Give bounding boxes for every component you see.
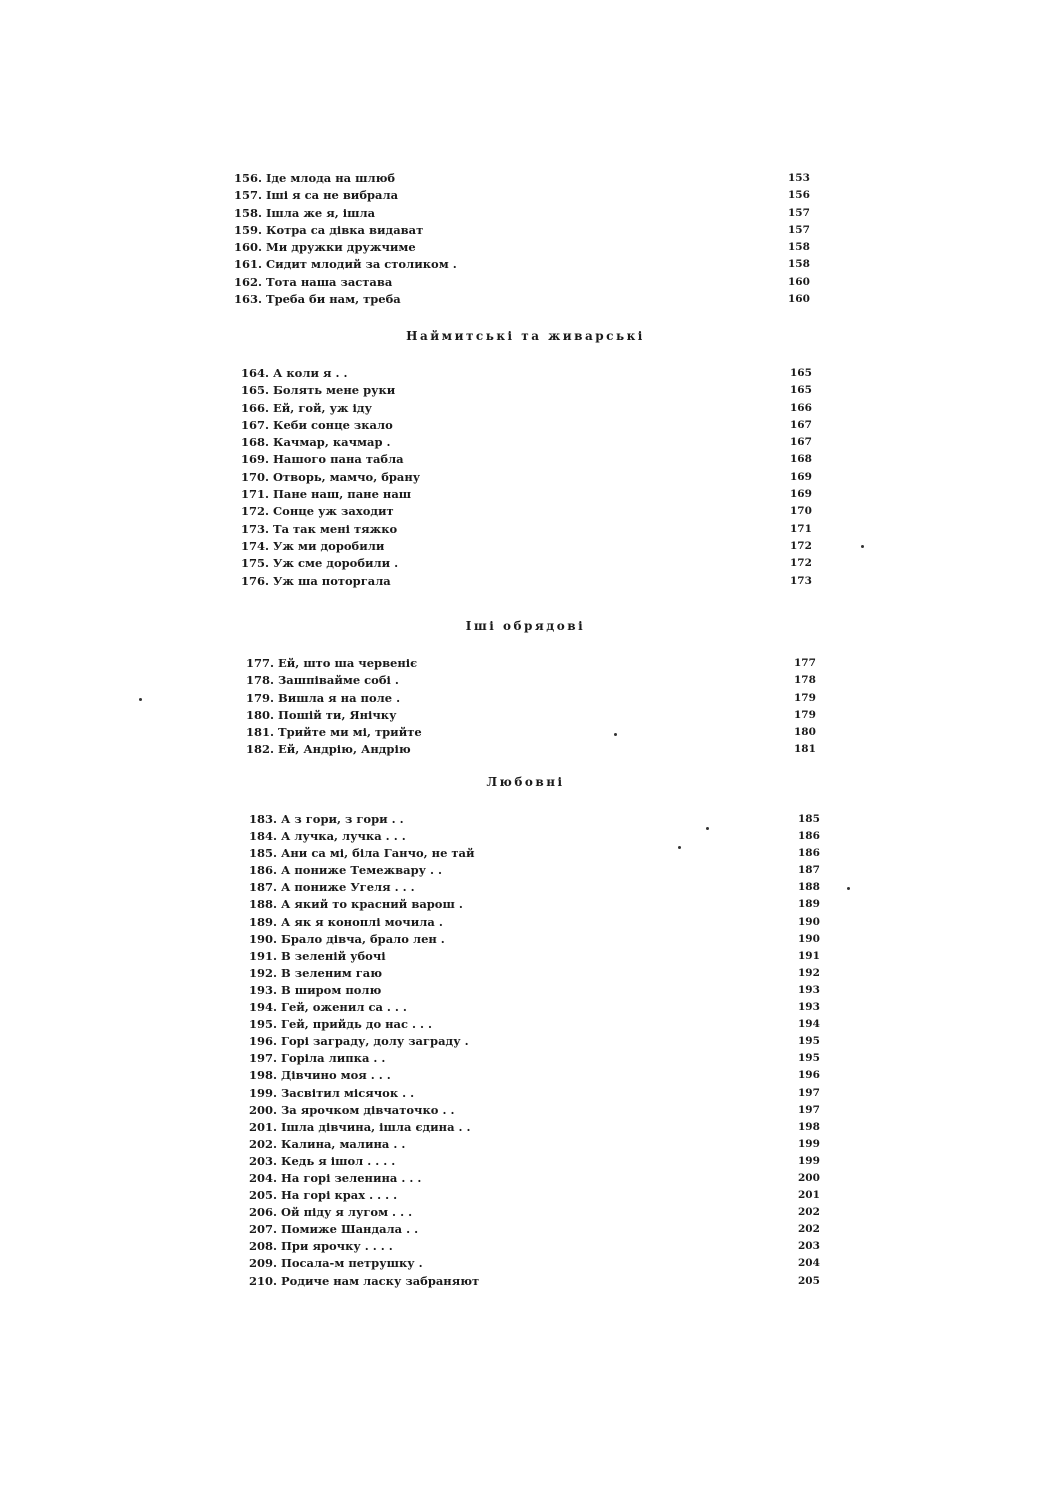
toc-entry xyxy=(0,1187,1051,1204)
toc-entry-page-number: 169 xyxy=(790,488,812,501)
toc-entry-title: 158. Ішла же я, ішла xyxy=(234,205,376,220)
toc-entry-title: 180. Пошій ти, Янічку xyxy=(246,707,397,722)
toc-entry xyxy=(0,828,1051,845)
toc-entry xyxy=(0,1119,1051,1136)
toc-entry xyxy=(0,914,1051,931)
toc-entry xyxy=(0,1170,1051,1187)
toc-entry xyxy=(0,965,1051,982)
toc-entry xyxy=(0,1255,1051,1272)
toc-entry-title: 166. Ей, гой, уж іду xyxy=(241,400,372,415)
toc-entry-title: 170. Отворь, мамчо, брану xyxy=(241,469,421,484)
toc-entry-title: 202. Калина, малина . . xyxy=(249,1136,406,1151)
toc-entry xyxy=(0,451,1051,468)
toc-list xyxy=(0,655,1051,759)
toc-entry-page-number: 195 xyxy=(798,1035,820,1048)
toc-entry-title: 161. Сидит млодий за столиком . xyxy=(234,257,457,272)
toc-entry xyxy=(0,382,1051,399)
toc-entry-page-number: 199 xyxy=(798,1137,820,1150)
toc-entry xyxy=(0,999,1051,1016)
toc-entry xyxy=(0,1221,1051,1238)
toc-entry xyxy=(0,538,1051,555)
toc-entry-page-number: 166 xyxy=(790,401,812,414)
toc-entry-page-number: 178 xyxy=(794,674,816,687)
toc-entry-title: 172. Сонце уж заходит xyxy=(241,504,394,519)
toc-entry-title: 188. А який то красний варош . xyxy=(249,897,463,912)
toc-entry-page-number: 160 xyxy=(788,293,810,306)
toc-entry-title: 193. В широм полю xyxy=(249,982,382,997)
toc-entry xyxy=(0,521,1051,538)
toc-entry xyxy=(0,274,1051,291)
toc-entry-title: 171. Пане наш, пане наш xyxy=(241,487,412,502)
scan-speck xyxy=(139,698,142,701)
toc-entry-title: 157. Іші я са не вибрала xyxy=(234,188,399,203)
section-heading: Любовні xyxy=(486,775,565,789)
toc-entry xyxy=(0,741,1051,758)
toc-list xyxy=(0,170,1051,308)
toc-entry-title: 185. Ани са мі, біла Ганчо, не тай xyxy=(249,846,475,861)
toc-entry-title: 189. А як я коноплі мочила . xyxy=(249,914,443,929)
toc-entry-page-number: 204 xyxy=(798,1257,820,1270)
toc-entry-page-number: 158 xyxy=(788,258,810,271)
toc-entry-page-number: 197 xyxy=(798,1103,820,1116)
toc-entry-title: 204. На горі зеленина . . . xyxy=(249,1170,422,1185)
toc-entry-page-number: 199 xyxy=(798,1154,820,1167)
toc-entry xyxy=(0,1016,1051,1033)
toc-entry-page-number: 195 xyxy=(798,1052,820,1065)
toc-entry-page-number: 186 xyxy=(798,847,820,860)
toc-entry xyxy=(0,205,1051,222)
toc-entry-title: 179. Вишла я на поле . xyxy=(246,690,401,705)
toc-entry xyxy=(0,187,1051,204)
toc-entry-title: 208. При ярочку . . . . xyxy=(249,1239,393,1254)
toc-entry-page-number: 202 xyxy=(798,1206,820,1219)
toc-entry-title: 190. Брало дівча, брало лен . xyxy=(249,931,445,946)
toc-entry-title: 165. Болять мене руки xyxy=(241,383,396,398)
toc-entry-page-number: 191 xyxy=(798,949,820,962)
toc-entry-page-number: 190 xyxy=(798,932,820,945)
toc-entry-title: 187. А пониже Угеля . . . xyxy=(249,880,415,895)
toc-entry-title: 186. А пониже Темежвару . . xyxy=(249,863,443,878)
toc-entry-page-number: 181 xyxy=(794,743,816,756)
toc-entry-page-number: 157 xyxy=(788,223,810,236)
scan-speck xyxy=(706,827,709,830)
toc-entry xyxy=(0,655,1051,672)
toc-entry-page-number: 157 xyxy=(788,206,810,219)
toc-entry-page-number: 160 xyxy=(788,275,810,288)
toc-entry-title: 178. Зашпіваймe собі . xyxy=(246,673,399,688)
toc-entry xyxy=(0,503,1051,520)
toc-entry-page-number: 165 xyxy=(790,367,812,379)
toc-entry-title: 184. А лучка, лучка . . . xyxy=(249,829,406,844)
toc-entry-title: 209. Посала-м петрушку . xyxy=(249,1256,423,1271)
toc-entry-page-number: 202 xyxy=(798,1223,820,1236)
toc-entry-title: 206. Ой піду я лугом . . . xyxy=(249,1205,413,1220)
toc-entry-page-number: 180 xyxy=(794,726,816,739)
toc-entry-title: 191. В зеленій убочі xyxy=(249,948,386,963)
toc-entry xyxy=(0,879,1051,896)
scan-speck xyxy=(678,846,681,849)
toc-entry-title: 181. Трийте ми мі, трийте xyxy=(246,725,422,740)
toc-entry-title: 205. На горі крах . . . . xyxy=(249,1188,398,1203)
toc-entry xyxy=(0,1136,1051,1153)
toc-entry xyxy=(0,707,1051,724)
toc-entry-page-number: 165 xyxy=(790,384,812,397)
toc-entry-page-number: 173 xyxy=(790,574,812,587)
toc-entry xyxy=(0,1238,1051,1255)
toc-entry-page-number: 198 xyxy=(798,1120,820,1133)
toc-entry xyxy=(0,948,1051,965)
toc-entry xyxy=(0,555,1051,572)
toc-entry xyxy=(0,896,1051,913)
toc-entry-title: 200. За ярочком дівчаточко . . xyxy=(249,1102,455,1117)
toc-entry-title: 207. Помиже Шандала . . xyxy=(249,1222,419,1237)
toc-entry xyxy=(0,170,1051,187)
toc-section-other-ritual xyxy=(0,617,1051,759)
toc-entry-page-number: 167 xyxy=(790,436,812,449)
toc-entry-page-number: 171 xyxy=(790,522,812,535)
toc-entry-title: 210. Родиче нам ласку забраняют xyxy=(249,1273,480,1288)
toc-entry xyxy=(0,931,1051,948)
toc-entry-page-number: 177 xyxy=(794,657,816,669)
toc-entry xyxy=(0,400,1051,417)
toc-entry-page-number: 196 xyxy=(798,1069,820,1082)
toc-list xyxy=(0,365,1051,590)
toc-entry xyxy=(0,1033,1051,1050)
toc-entry xyxy=(0,486,1051,503)
toc-entry-page-number: 187 xyxy=(798,864,820,877)
toc-entry xyxy=(0,1102,1051,1119)
toc-entry-title: 159. Котра са дівка видават xyxy=(234,222,424,237)
toc-entry xyxy=(0,1273,1051,1290)
toc-entry-title: 198. Дівчино моя . . . xyxy=(249,1068,391,1083)
toc-entry xyxy=(0,672,1051,689)
toc-entry-title: 182. Ей, Андрію, Андрію xyxy=(246,742,411,757)
scan-speck xyxy=(614,733,617,736)
toc-entry-title: 160. Ми дружки дружчиме xyxy=(234,240,416,255)
toc-entry-page-number: 167 xyxy=(790,418,812,431)
toc-entry-title: 176. Уж ша поторгала xyxy=(241,573,391,588)
toc-entry xyxy=(0,862,1051,879)
toc-entry-page-number: 197 xyxy=(798,1086,820,1099)
toc-entry xyxy=(0,291,1051,308)
scan-speck xyxy=(861,545,864,548)
toc-section-love xyxy=(0,773,1051,1290)
toc-entry xyxy=(0,469,1051,486)
toc-entry-page-number: 203 xyxy=(798,1240,820,1253)
toc-entry-page-number: 201 xyxy=(798,1189,820,1202)
toc-entry-title: 192. В зеленим гаю xyxy=(249,965,383,980)
toc-entry xyxy=(0,724,1051,741)
toc-entry xyxy=(0,811,1051,828)
toc-entry-title: 168. Качмар, качмар . xyxy=(241,435,391,450)
toc-entry-page-number: 186 xyxy=(798,830,820,843)
toc-entry-title: 164. А коли я . . xyxy=(241,366,348,380)
toc-entry-title: 167. Кеби сонце зкало xyxy=(241,417,393,432)
toc-entry xyxy=(0,256,1051,273)
toc-entry-title: 163. Треба би нам, треба xyxy=(234,292,401,307)
toc-entry xyxy=(0,690,1051,707)
toc-entry xyxy=(0,1204,1051,1221)
toc-entry-page-number: 179 xyxy=(794,708,816,721)
toc-entry xyxy=(0,1067,1051,1084)
toc-entry xyxy=(0,239,1051,256)
toc-entry-title: 197. Горіла липка . . xyxy=(249,1051,386,1066)
toc-entry-title: 183. А з гори, з гори . . xyxy=(249,812,404,826)
toc-entry-page-number: 200 xyxy=(798,1171,820,1184)
section-heading: Іші обрядові xyxy=(465,619,586,633)
toc-entry-page-number: 172 xyxy=(790,557,812,570)
toc-list xyxy=(0,811,1051,1290)
toc-entry-page-number: 168 xyxy=(790,453,812,466)
toc-entry-page-number: 156 xyxy=(788,189,810,202)
toc-entry xyxy=(0,845,1051,862)
toc-entry-title: 194. Гей, оженил са . . . xyxy=(249,1000,407,1015)
toc-entry-page-number: 185 xyxy=(798,813,820,825)
toc-entry xyxy=(0,222,1051,239)
toc-entry-title: 162. Тота наша застава xyxy=(234,274,393,289)
section-heading: Наймитські та живарські xyxy=(406,329,645,343)
toc-entry-title: 199. Засвітил місячок . . xyxy=(249,1085,415,1100)
toc-entry-page-number: 158 xyxy=(788,241,810,254)
toc-entry-page-number: 193 xyxy=(798,983,820,996)
toc-entry-title: 169. Нашого пана табла xyxy=(241,452,404,467)
toc-entry xyxy=(0,417,1051,434)
toc-section-hired-workers xyxy=(0,327,1051,590)
toc-entry-page-number: 205 xyxy=(798,1274,820,1287)
toc-entry xyxy=(0,982,1051,999)
toc-entry xyxy=(0,1050,1051,1067)
toc-entry-page-number: 153 xyxy=(788,172,810,184)
scan-speck xyxy=(847,887,850,890)
toc-entry-title: 175. Уж сме доробили . xyxy=(241,556,399,571)
toc-entry-page-number: 179 xyxy=(794,691,816,704)
toc-entry-page-number: 169 xyxy=(790,470,812,483)
toc-entry xyxy=(0,434,1051,451)
toc-entry xyxy=(0,365,1051,382)
toc-entry-title: 201. Ішла дівчина, ішла єдина . . xyxy=(249,1119,471,1134)
toc-entry-title: 177. Ей, што ша червеніє xyxy=(246,656,418,670)
toc-entry-page-number: 172 xyxy=(790,539,812,552)
toc-entry xyxy=(0,1085,1051,1102)
toc-entry-page-number: 194 xyxy=(798,1018,820,1031)
toc-entry-page-number: 192 xyxy=(798,966,820,979)
toc-entry-title: 156. Іде млода на шлюб xyxy=(234,171,396,185)
toc-entry xyxy=(0,573,1051,590)
toc-section-wedding-continued xyxy=(0,170,1051,308)
toc-entry-title: 195. Гей, прийдь до нас . . . xyxy=(249,1017,433,1032)
toc-entry-title: 203. Кедь я ішол . . . . xyxy=(249,1153,396,1168)
toc-entry-page-number: 189 xyxy=(798,898,820,911)
toc-entry-title: 174. Уж ми доробили xyxy=(241,538,385,553)
toc-entry xyxy=(0,1153,1051,1170)
toc-entry-page-number: 190 xyxy=(798,915,820,928)
toc-entry-page-number: 193 xyxy=(798,1001,820,1014)
toc-entry-title: 196. Горі заграду, долу заграду . xyxy=(249,1034,469,1049)
toc-entry-page-number: 170 xyxy=(790,505,812,518)
toc-entry-title: 173. Та так мені тяжко xyxy=(241,521,398,536)
toc-entry-page-number: 188 xyxy=(798,881,820,894)
